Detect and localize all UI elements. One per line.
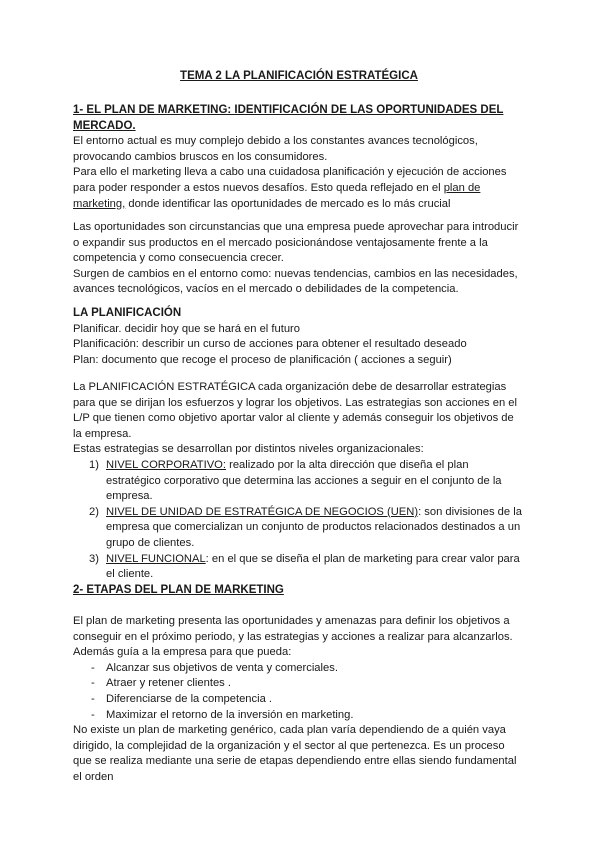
list-number: 2) [89,505,99,518]
plan-de-marketing-link: plan de marketing, [73,181,481,210]
level-text: : en el que se diseña el plan de marketing para crear valor para el cliente. [106,552,520,581]
page-title: TEMA 2 LA PLANIFICACIÓN ESTRATÉGICA [180,70,418,82]
planificacion-section [73,306,525,368]
goals-list [73,661,525,723]
list-number: 3) [89,552,99,565]
level-text: : son divisiones de la empresa que comercializan un conjunto de productos relacionados destinados a un grupo de clientes. [106,505,522,549]
list-item [73,552,525,583]
list-item [73,661,525,677]
list-item-text: Diferenciarse de la competencia . [106,692,273,705]
list-item [73,458,525,505]
section-2-paragraph-2: Además guía a la empresa para que pueda: [73,646,292,659]
level-label: NIVEL CORPORATIVO: [106,458,226,471]
level-label: NIVEL FUNCIONAL [106,552,206,565]
list-item [73,505,525,552]
planificacion-heading: LA PLANIFICACIÓN [73,307,182,319]
estrategica-paragraph-1: La PLANIFICACIÓN ESTRATÉGICA cada organización debe de desarrollar estrategias para que se dirijan los esfuerzos y lograr los objetivos. Las estrategias son acciones en el L/P que tienen como objetivo aportar valor al cliente y además conseguir los objetivos de la empresa. [73,381,518,440]
planificacion-line-2: Planificación: describir un curso de acciones para obtener el resultado deseado [73,338,467,351]
section-1-heading: 1- EL PLAN DE MARKETING: IDENTIFICACIÓN DE LAS OPORTUNIDADES DEL MERCADO. [73,104,504,132]
list-item-text: Atraer y retener clientes . [106,677,231,690]
paragraph-2-text-after: donde identificar las oportunidades de mercado es lo más crucial [125,197,451,210]
level-label: NIVEL DE UNIDAD DE ESTRATÉGICA DE NEGOCIOS (UEN) [106,505,419,518]
section-1-paragraph-2 [73,165,525,212]
section-2-paragraph-1: El plan de marketing presenta las oportunidades y amenazas para definir los objetivos a conseguir en el próximo periodo, y las estrategias y acciones a realizar para alcanzarlos. [73,615,513,643]
paragraph-2-text-before: Para ello el marketing lleva a cabo una cuidadosa planificación y ejecución de acciones para poder responder a estos nuevos desafíos. Esto queda reflejado en el [73,166,507,194]
dash-bullet: - [91,692,95,705]
dash-bullet: - [91,708,95,721]
planificacion-line-1: Planificar. decidir hoy que se hará en el futuro [73,322,300,335]
section-2 [73,583,525,599]
estrategica-paragraph-2: Estas estrategias se desarrollan por distintos niveles organizacionales: [73,443,424,456]
section-2-paragraph-3: No existe un plan de marketing genérico, cada plan varía dependiendo de a quién vaya dirigido, la complejidad de la organización y el sector al que pertenezca. Es un proceso que se realiza mediante una serie de etapas dependiendo entre ellas siendo fundamental el orden [73,724,517,783]
section-1 [73,103,525,212]
section-2-body [73,614,525,786]
list-item [73,708,525,724]
list-number: 1) [89,458,99,471]
dash-bullet: - [91,661,95,674]
section-2-heading: 2- ETAPAS DEL PLAN DE MARKETING [73,584,284,596]
level-text: realizado por la alta dirección que diseña el plan estratégico corporativo que determina las acciones a seguir en el conjunto de la empresa. [106,458,502,503]
list-item [73,676,525,692]
section-1-opportunities [73,220,525,298]
section-1-paragraph-3: Las oportunidades son circunstancias que una empresa puede aprovechar para introducir o expandir sus productos en el mercado posicionándose ventajosamente frente a la competencia y como consecuencia crecer. [73,221,519,265]
list-item-text: Maximizar el retorno de la inversión en marketing. [106,708,354,721]
list-item-text: Alcanzar sus objetivos de venta y comerciales. [106,661,338,674]
dash-bullet: - [91,677,95,690]
section-1-paragraph-1: El entorno actual es muy complejo debido a los constantes avances tecnológicos, provocando cambios bruscos en los consumidores. [73,135,478,163]
planificacion-line-3: Plan: documento que recoge el proceso de planificación ( acciones a seguir) [73,353,452,366]
list-item [73,692,525,708]
section-1-paragraph-4: Surgen de cambios en el entorno como: nuevas tendencias, cambios en las necesidades, avances tecnológicos, vacíos en el mercado o debilidades de la competencia. [73,267,518,296]
estrategica-section [73,380,525,583]
organizational-levels-list [73,458,525,583]
